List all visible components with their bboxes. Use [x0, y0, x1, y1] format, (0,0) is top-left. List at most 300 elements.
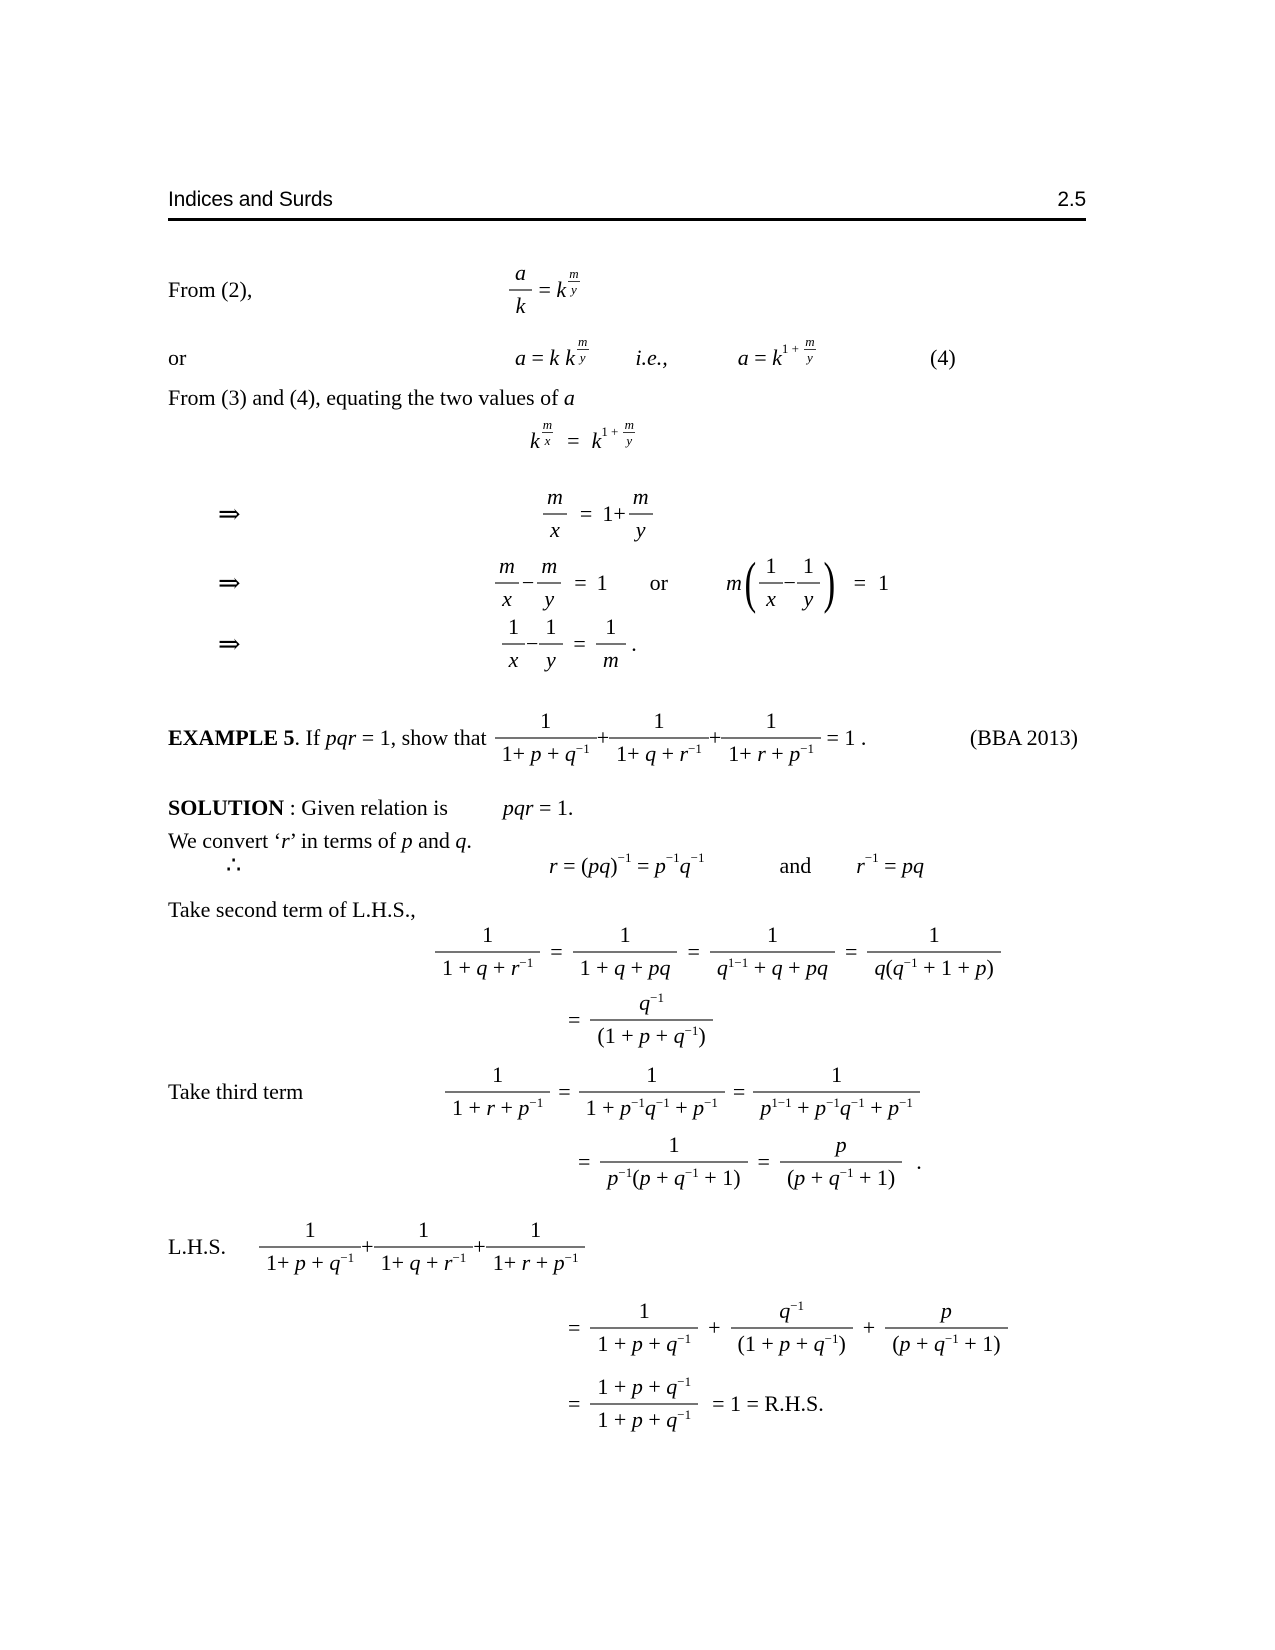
numerator [829, 1133, 854, 1161]
equation [492, 550, 889, 615]
math-text: ( [885, 955, 893, 980]
math-text: + [487, 955, 511, 980]
math-text: 1 + [579, 955, 615, 980]
denominator [590, 1403, 698, 1433]
spacer [700, 952, 710, 953]
math-text: −1 [677, 1374, 692, 1390]
math-text: (1 + [737, 1331, 780, 1356]
equation [549, 850, 925, 879]
math-text: EXAMPLE 5 [168, 724, 295, 750]
math-text: + [791, 1095, 816, 1120]
math-text: p [294, 1250, 306, 1275]
denominator [596, 643, 626, 673]
therefore-row [168, 849, 1178, 883]
math-text: y [807, 350, 813, 366]
math-text: m [602, 647, 619, 672]
math-text: −1 [564, 1249, 579, 1265]
example-5-row [168, 703, 1178, 773]
superscript [904, 956, 918, 969]
math-text: pqr [502, 794, 534, 820]
denominator [623, 432, 635, 448]
numerator [632, 991, 671, 1019]
math-text: + [305, 1250, 330, 1275]
equation-row-implies-1 [168, 479, 1178, 549]
denominator [885, 1327, 1007, 1357]
math-text: = [732, 1078, 746, 1104]
math-text: −1 [903, 954, 918, 970]
math-text: −1 [631, 1094, 645, 1110]
page-header [168, 188, 1086, 212]
math-text: 1 [646, 1062, 658, 1088]
spacer [668, 583, 726, 584]
math-text: q [813, 1331, 825, 1356]
math-text: ⇒ [218, 628, 241, 659]
denominator [579, 1091, 725, 1121]
math-text: + [669, 1095, 694, 1120]
superscript [529, 1096, 543, 1109]
math-text: SOLUTION [168, 794, 285, 820]
superscript [618, 1166, 632, 1179]
big-paren: ( [744, 550, 757, 615]
math-text: k [591, 427, 602, 453]
math-text: + 1) [958, 1331, 1001, 1356]
math-text: m [624, 416, 634, 432]
math-text: ( [786, 1165, 795, 1190]
math-text: 1 + [597, 1331, 632, 1356]
spacer [866, 583, 878, 584]
spacer [586, 644, 596, 645]
math-text: = ( [557, 852, 589, 878]
numerator [934, 1299, 959, 1327]
math-text: −1 [800, 740, 815, 756]
row-label [168, 1079, 445, 1105]
equation-row-lhs-expanded [168, 1293, 1275, 1363]
spacer [580, 1020, 590, 1021]
math-text: −1 [850, 1094, 865, 1110]
math-text: . [466, 827, 472, 853]
fraction [445, 1063, 550, 1120]
math-text: q [666, 1407, 678, 1432]
math-text: p [518, 1095, 530, 1120]
math-text: = [573, 630, 586, 656]
math-text: q [874, 955, 886, 980]
math-text: + [864, 1095, 889, 1120]
implies-arrow-icon [168, 567, 492, 599]
math-text: + [650, 1165, 674, 1190]
math-text: + [642, 1331, 667, 1356]
numerator [566, 267, 581, 282]
equation-row-final-result [168, 1369, 1275, 1439]
math-text: + [805, 1165, 829, 1190]
denominator [435, 951, 540, 981]
math-text: r [549, 852, 558, 878]
math-text: Take second term of L.H.S., [168, 896, 416, 922]
spacer [857, 952, 867, 953]
exam-reference [970, 725, 1078, 751]
fraction [721, 709, 821, 766]
superscript [565, 1251, 579, 1264]
math-text: p [693, 1095, 705, 1120]
math-text: q [666, 1331, 678, 1356]
numerator [632, 1299, 657, 1327]
denominator [759, 582, 783, 612]
math-text: y [635, 517, 646, 542]
math-text: 1 + [585, 1095, 621, 1120]
math-text: p [620, 1095, 632, 1120]
math-text: −1 [824, 1330, 839, 1346]
fraction [753, 1063, 920, 1120]
math-text: p [607, 1165, 619, 1190]
math-text: −1 [575, 740, 590, 756]
math-text: k [530, 427, 540, 453]
math-text: q [455, 827, 467, 853]
math-text: q [614, 955, 626, 980]
spacer [590, 358, 635, 359]
math-text: We convert ‘ [168, 827, 282, 853]
math-text: : Given relation is [284, 794, 448, 820]
math-text: = [526, 344, 550, 370]
spacer [811, 865, 856, 866]
equation-row-implies-2 [168, 548, 1178, 618]
math-text: 1+ [266, 1250, 295, 1275]
math-text: (4) [930, 344, 956, 370]
math-text: ⇒ [218, 498, 241, 529]
math-text: or [168, 344, 187, 370]
solution-row [168, 793, 1178, 823]
math-text: p [654, 852, 666, 878]
math-text: From (3) and (4), equating the two values of [168, 384, 564, 410]
math-text: . [916, 1148, 922, 1174]
therefore-icon [168, 852, 549, 881]
math-text: + [596, 724, 610, 750]
equation [530, 416, 637, 456]
math-text: + [708, 724, 722, 750]
spacer [592, 514, 602, 515]
math-text: 1 + [452, 1095, 487, 1120]
math-text: 1 [605, 614, 617, 640]
math-text: ( [632, 1165, 640, 1190]
equation [578, 1133, 922, 1190]
fraction [731, 1299, 853, 1356]
implies-arrow-icon [168, 498, 540, 530]
spacer [590, 1162, 600, 1163]
math-text: = [578, 1148, 591, 1174]
fraction [796, 554, 821, 611]
math-text: m [577, 333, 588, 349]
numerator [622, 418, 637, 433]
math-text: and [412, 827, 456, 853]
math-text: p [940, 1298, 952, 1324]
math-text: m [542, 416, 553, 432]
math-text: r [443, 1250, 453, 1275]
superscript [685, 1166, 699, 1179]
fraction [590, 1299, 698, 1356]
superscript [340, 1251, 354, 1264]
superscript [618, 851, 632, 864]
row-label [168, 277, 508, 303]
math-text: q [644, 1095, 656, 1120]
fraction [492, 554, 522, 611]
fraction [579, 1063, 725, 1120]
math-text: 1 [545, 614, 557, 640]
math-text: − [783, 569, 796, 595]
denominator [577, 349, 589, 365]
numerator [492, 554, 522, 582]
spacer [571, 1092, 579, 1093]
math-text: ∴ [226, 852, 242, 879]
implies-arrow-icon [168, 628, 501, 660]
math-text: + [765, 741, 790, 766]
superscript [519, 956, 533, 969]
numerator [590, 1375, 698, 1403]
math-text: 1+ [501, 741, 531, 766]
superscript [800, 742, 814, 755]
numerator [298, 1218, 323, 1246]
superscript [691, 851, 705, 864]
spacer [853, 1328, 863, 1329]
math-text: + [494, 1095, 519, 1120]
denominator [495, 737, 597, 767]
math-text: 1−1 [727, 954, 749, 970]
numerator [533, 709, 558, 737]
numerator [772, 1299, 811, 1327]
fraction [486, 1218, 586, 1275]
numerator [598, 615, 623, 643]
spacer [563, 644, 573, 645]
math-text: y [546, 647, 556, 672]
numerator [613, 923, 638, 951]
math-text: + [473, 1233, 486, 1259]
math-text: −1 [677, 1330, 692, 1346]
math-text: −1 [826, 1094, 840, 1110]
chapter-title: Indices and Surds [168, 188, 333, 211]
math-text: = [878, 852, 903, 878]
math-text: 1 [482, 922, 494, 948]
numerator [759, 554, 784, 582]
denominator [600, 1161, 747, 1191]
math-text: 1 [831, 1062, 843, 1088]
math-text: 1+ [616, 741, 646, 766]
solution-label [168, 795, 573, 821]
math-text: −1 [690, 850, 705, 866]
math-text: p [631, 1331, 643, 1356]
math-text: k [565, 344, 575, 370]
spacer [721, 1328, 731, 1329]
math-text: ) [698, 1023, 706, 1048]
denominator [590, 1327, 698, 1357]
math-text: = [853, 569, 866, 595]
denominator [543, 513, 567, 543]
math-text: = 1, show that [356, 724, 487, 750]
denominator [731, 1327, 853, 1357]
math-text: (1 + [597, 1023, 640, 1048]
math-text: x [544, 433, 551, 449]
math-text: pq [648, 955, 671, 980]
denominator [374, 1246, 474, 1276]
fraction [508, 261, 533, 318]
equation-row-third-term [168, 1057, 1178, 1127]
math-text: q [564, 741, 576, 766]
math-text: pq [588, 852, 611, 878]
math-text: 1 [766, 922, 778, 948]
denominator [590, 1019, 712, 1049]
math-text: p [530, 741, 542, 766]
math-text: m [632, 484, 649, 510]
equation-row-second-term-result [168, 985, 1275, 1055]
math-text: − [526, 630, 539, 656]
math-text: p [899, 1331, 911, 1356]
math-text: + [530, 1250, 554, 1275]
math-text: a [563, 384, 575, 410]
math-text: and [779, 852, 812, 878]
spacer [608, 583, 650, 584]
math-text: 1 + [597, 1407, 632, 1432]
denominator [797, 582, 821, 612]
math-text: = [568, 1006, 581, 1032]
denominator [568, 281, 580, 297]
numerator [760, 923, 785, 951]
fraction [885, 1299, 1007, 1356]
equation [435, 923, 1001, 980]
math-text: + [782, 955, 807, 980]
math-text: = [567, 427, 580, 453]
denominator [502, 643, 526, 673]
math-text: −1 [452, 1249, 467, 1265]
math-text: = [568, 1390, 581, 1416]
numerator [534, 554, 564, 582]
math-text: q [771, 955, 783, 980]
equation-row-third-term-result [168, 1127, 1275, 1197]
denominator [867, 951, 1000, 981]
math-text: ( [892, 1331, 900, 1356]
math-text: −1 [684, 1022, 699, 1038]
math-text: 1+ [602, 500, 626, 526]
numerator [485, 1063, 510, 1091]
denominator [542, 432, 554, 448]
math-text: a [737, 344, 749, 370]
math-text: q [779, 1298, 791, 1324]
denominator [609, 737, 709, 767]
math-text: −1 [839, 1164, 854, 1180]
spacer [570, 514, 580, 515]
superscript [825, 1332, 839, 1345]
math-text: 1 [596, 569, 608, 595]
math-text: k [549, 344, 560, 370]
math-text: 1 [928, 922, 940, 948]
superscript [650, 991, 664, 1004]
math-text: q [716, 955, 728, 980]
fraction [590, 1375, 698, 1432]
math-text: a [515, 260, 526, 286]
superscript [666, 851, 680, 864]
math-text: 1 [619, 922, 631, 948]
math-text: + 1) [698, 1165, 741, 1190]
math-text: −1 [519, 954, 534, 970]
math-text: (BBA 2013) [969, 724, 1078, 750]
example-label [168, 725, 487, 751]
denominator [629, 513, 653, 543]
math-text: = 1. [533, 794, 574, 820]
superscript [566, 267, 581, 297]
math-text: ’ in terms of [289, 827, 402, 853]
math-text: −1 [899, 1094, 913, 1110]
equation [568, 991, 713, 1048]
denominator [780, 1161, 902, 1191]
math-text: + [910, 1331, 934, 1356]
math-text: p [631, 1407, 643, 1432]
spacer [668, 358, 738, 359]
math-text: −1 [340, 1249, 355, 1265]
denominator [721, 737, 821, 767]
spacer [698, 1328, 708, 1329]
equation [568, 1299, 1008, 1356]
math-text: r [486, 1095, 495, 1120]
math-text: m [547, 484, 563, 510]
math-text: 1 [802, 553, 814, 579]
denominator [259, 1246, 361, 1276]
spacer [902, 1162, 916, 1163]
math-text: 1+ [728, 741, 758, 766]
math-text: r [757, 741, 766, 766]
spacer [564, 583, 574, 584]
math-text: 1 [765, 553, 777, 579]
denominator [445, 1091, 550, 1121]
math-text: r [281, 827, 290, 853]
math-text: r [510, 955, 520, 980]
math-text: + [642, 1407, 667, 1432]
superscript [782, 335, 818, 365]
math-text: = 1 = R.H.S. [712, 1390, 824, 1416]
equation [515, 333, 818, 373]
superscript [575, 335, 590, 365]
math-text: q [666, 1374, 678, 1400]
math-text: = [631, 852, 655, 878]
numerator [501, 615, 526, 643]
numerator [922, 923, 947, 951]
math-text: q [639, 990, 651, 1016]
math-text: q [828, 1165, 840, 1190]
superscript [540, 418, 555, 448]
denominator [537, 582, 561, 612]
math-text: p [631, 1374, 643, 1400]
fraction [802, 335, 817, 365]
numerator [661, 1133, 686, 1161]
superscript [771, 1096, 791, 1109]
math-text: 1 [668, 1132, 680, 1158]
spacer [698, 1404, 712, 1405]
superscript [728, 956, 748, 969]
math-text: k [772, 344, 782, 370]
math-text: = [574, 569, 587, 595]
fraction [259, 1218, 361, 1275]
superscript [865, 851, 879, 864]
math-text: −1 [688, 740, 702, 756]
math-text: pqr [325, 724, 357, 750]
math-text: L.H.S. [168, 1233, 227, 1259]
superscript [601, 418, 637, 448]
math-text: r [679, 741, 689, 766]
math-text: p [553, 1250, 565, 1275]
math-text: . If [294, 724, 326, 750]
math-text: = 1 . [821, 724, 867, 750]
math-text: 1 [638, 1298, 650, 1324]
math-text: ) [838, 1331, 846, 1356]
math-text: ) [610, 852, 618, 878]
superscript [840, 1166, 854, 1179]
superscript [704, 1096, 718, 1109]
fraction [759, 554, 784, 611]
math-text: q [933, 1331, 945, 1356]
